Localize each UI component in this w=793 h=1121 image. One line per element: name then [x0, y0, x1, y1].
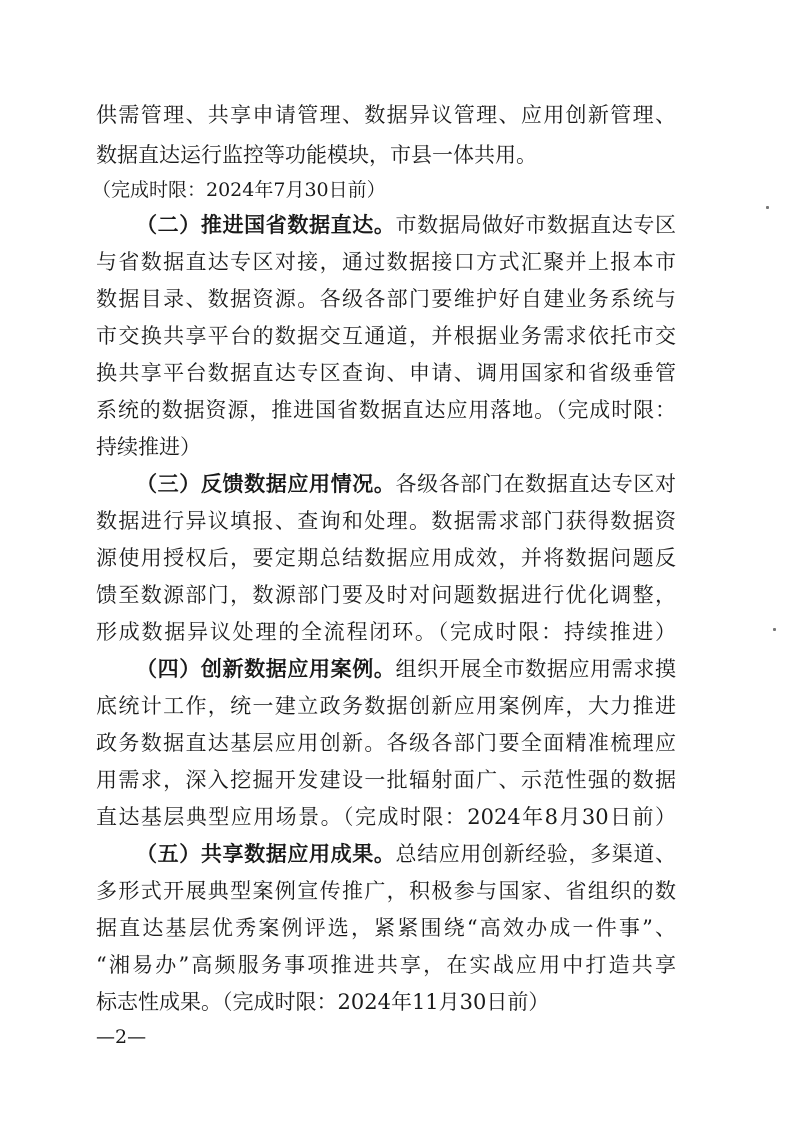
section-2-heading: （二）推进国省数据直达。: [136, 212, 396, 237]
body-line: 政务数据直达基层应用创新。各级各部门要全面精准梳理应: [96, 731, 676, 755]
section-3-heading: （三）反馈数据应用情况。: [136, 471, 396, 496]
body-line: 数据进行异议填报、查询和处理。数据需求部门获得数据资: [96, 509, 676, 533]
body-line: 直达基层典型应用场景。（完成时限：2024年8月30日前）: [96, 805, 676, 829]
section-4-heading: （四）创新数据应用案例。: [136, 656, 396, 681]
scan-speck: [766, 206, 769, 209]
body-line: 馈至数源部门，数源部门要及时对问题数据进行优化调整，: [96, 583, 676, 607]
body-line: 形成数据异议处理的全流程闭环。（完成时限：持续推进）: [96, 620, 676, 644]
scan-speck: [773, 628, 776, 631]
deadline-note: （完成时限：2024年7月30日前）: [92, 179, 386, 201]
body-line: 数据直达运行监控等功能模块，市县一体共用。: [96, 143, 537, 167]
body-line: 市交换共享平台的数据交互通道，并根据业务需求依托市交: [96, 324, 676, 348]
section-3-text: 各级各部门在数据直达专区对: [395, 472, 676, 496]
section-2-text: 市数据局做好市数据直达专区: [395, 213, 676, 237]
section-4-first-line: [136, 651, 676, 687]
body-line: 供需管理、共享申请管理、数据异议管理、应用创新管理、: [96, 103, 676, 127]
body-line: 据直达基层优秀案例评选，紧紧围绕“高效办成一件事”、: [96, 916, 676, 940]
section-2-first-line: [136, 207, 676, 243]
body-line: 数据目录、数据资源。各级各部门要维护好自建业务系统与: [96, 287, 676, 311]
body-line: 持续推进）: [96, 435, 201, 459]
body-line: 多形式开展典型案例宣传推广，积极参与国家、省组织的数: [96, 879, 676, 903]
section-5-text: 总结应用创新经验，多渠道、: [395, 842, 676, 866]
section-5-first-line: [136, 836, 676, 872]
section-3-first-line: [136, 466, 676, 502]
body-line: 用需求，深入挖掘开发建设一批辐射面广、示范性强的数据: [96, 768, 676, 792]
body-line: 换共享平台数据直达专区查询、申请、调用国家和省级垂管: [96, 361, 676, 385]
body-line: 与省数据直达专区对接，通过数据接口方式汇聚并上报本市: [96, 250, 676, 274]
section-5-heading: （五）共享数据应用成果。: [136, 841, 396, 866]
body-line: 标志性成果。（完成时限：2024年11月30日前）: [96, 990, 550, 1014]
section-4-text: 组织开展全市数据应用需求摸: [395, 657, 676, 681]
body-line: “湘易办”高频服务事项推进共享，在实战应用中打造共享: [96, 953, 676, 977]
page-number: —2—: [96, 1026, 147, 1048]
body-line: 源使用授权后，要定期总结数据应用成效，并将数据问题反: [96, 546, 676, 570]
body-line: 底统计工作，统一建立政务数据创新应用案例库，大力推进: [96, 694, 676, 718]
body-line: 系统的数据资源，推进国省数据直达应用落地。（完成时限：: [96, 398, 676, 422]
